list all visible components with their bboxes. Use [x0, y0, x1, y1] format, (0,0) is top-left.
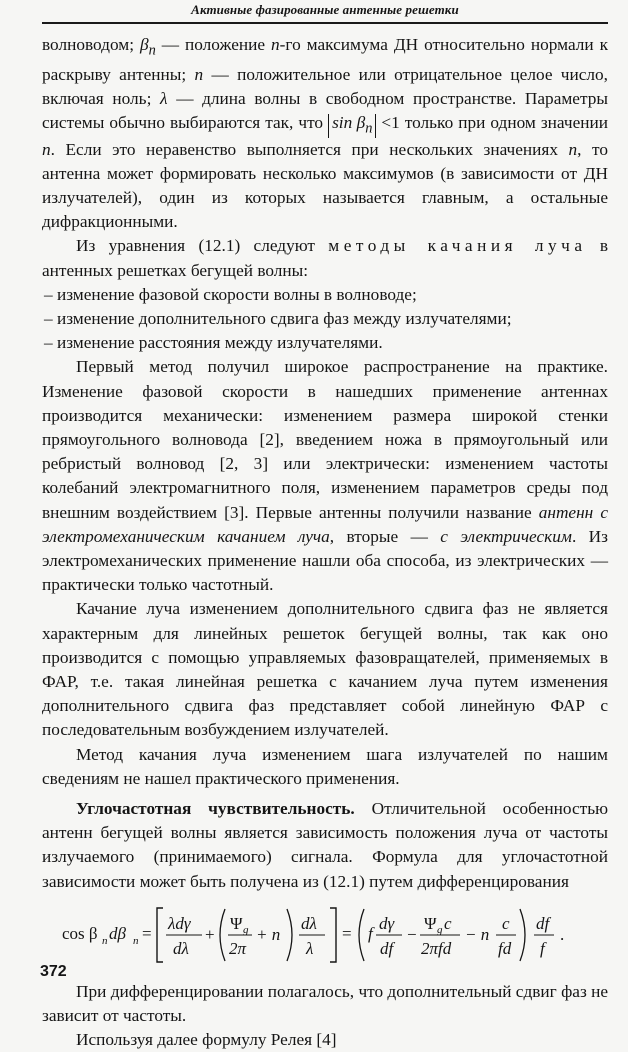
svg-text:c: c	[502, 913, 510, 933]
svg-text:f: f	[368, 923, 373, 943]
paragraph-7: При дифференцировании полагалось, что дополнительный сдвиг фаз не зависит от частоты.	[42, 981, 609, 1026]
svg-text:=: =	[142, 923, 152, 943]
svg-text:+ n: + n	[256, 924, 281, 944]
svg-text:− n: − n	[465, 924, 490, 944]
svg-text:c: c	[444, 913, 452, 933]
page-number: 372	[40, 963, 67, 980]
paragraph-3: Первый метод получил широкое распространение на практике. Изменение фазовой скорости в нашедших применение антеннах производится механически: изменением размера широкой стенки прямоугольного волновода [2], введением ножа в прямоугольный или ребристый волновод [2, 3] или электрически: изменением частоты колебаний электромагнитного поля, изменением параметров среды под внешним воздействием [3]. Первые антенны получили название антенн с электромеханическим качанием луча, вторые — с электрическим. Из электромеханических применение нашли оба способа, из электрических — практически только частотный.	[42, 357, 608, 595]
svg-text:g: g	[437, 923, 443, 936]
svg-text:fd: fd	[498, 938, 512, 958]
paragraph-1: волноводом; $\beta_n$ — положение n-го максимума ДН относительно нормали к раскрыву антенны; n — положительное или отрицательное целое число, включая ноль; λ — длина волны в свободном пространстве. Параметры системы обычно выбираются так, что $\sin \beta_n <1$ только при одном значении n. Если это неравенство выполняется при нескольких значениях n, то антенна может формировать несколько максимумов (в зависимости от ДН излучателей), один из которых называется главным, а остальные дифракционными.	[42, 35, 609, 232]
svg-text:−: −	[407, 924, 417, 944]
svg-text:df: df	[380, 938, 394, 958]
svg-text:λdγ: λdγ	[168, 913, 191, 933]
svg-text:f: f	[540, 938, 545, 958]
list-item: – изменение расстояния между излучателями.	[44, 333, 383, 353]
svg-text:g: g	[243, 923, 249, 936]
paragraph-2: Из уравнения (12.1) следуют методы качания луча в антенных решетках бегущей волны:	[42, 236, 608, 280]
svg-text:λ: λ	[306, 938, 314, 958]
header-rule	[42, 22, 608, 24]
abs-sin-beta: $\sin \beta_n$	[328, 114, 376, 137]
page-body	[42, 33, 608, 1052]
svg-text:Ψ: Ψ	[424, 913, 437, 933]
svg-text:df: df	[536, 913, 550, 933]
list-item: – изменение дополнительного сдвига фаз между излучателями;	[44, 308, 512, 328]
svg-text:dλ: dλ	[173, 938, 189, 958]
svg-text:cos β: cos β	[62, 923, 98, 943]
svg-text:+: +	[205, 924, 215, 944]
svg-text:=: =	[342, 923, 352, 943]
svg-text:dβ: dβ	[109, 923, 126, 943]
svg-text:dλ: dλ	[301, 913, 317, 933]
paragraph-8: Используя далее формулу Релея [4]	[76, 1030, 337, 1050]
list-item: – изменение фазовой скорости волны в волноводе;	[44, 284, 417, 304]
svg-text:dγ: dγ	[379, 913, 395, 933]
svg-text:2π: 2π	[229, 938, 247, 958]
paragraph-6: Углочастотная чувствительность. Отличительной особенностью антенн бегущей волны является зависимость положения луча от частоты излучаемого (принимаемого) сигнала. Формула для углочастотной зависимости может быть получена из (12.1) путем дифференцирования	[42, 799, 608, 891]
svg-text:n: n	[133, 934, 139, 947]
section-heading: Углочастотная чувствительность.	[76, 799, 355, 818]
equation-angle-frequency	[42, 902, 608, 966]
svg-text:2πfd: 2πfd	[421, 938, 452, 958]
running-header: Активные фазированные антенные решетки	[191, 2, 459, 17]
svg-text:.: .	[560, 924, 565, 944]
svg-text:n: n	[102, 934, 108, 947]
svg-text:Ψ: Ψ	[230, 913, 243, 933]
paragraph-4: Качание луча изменением дополнительного сдвига фаз не является характерным для линейных решеток бегущей волны, так как оно производится с помощью управляемых фазовращателей, применяемых в ФАР, т.е. такая линейная решетка с качанием луча путем изменения дополнительного сдвига фаз представляет собой линейную ФАР с последовательным возбуждением излучателей.	[42, 599, 608, 740]
paragraph-5: Метод качания луча изменением шага излучателей по нашим сведениям не нашел практического применения.	[42, 744, 608, 788]
